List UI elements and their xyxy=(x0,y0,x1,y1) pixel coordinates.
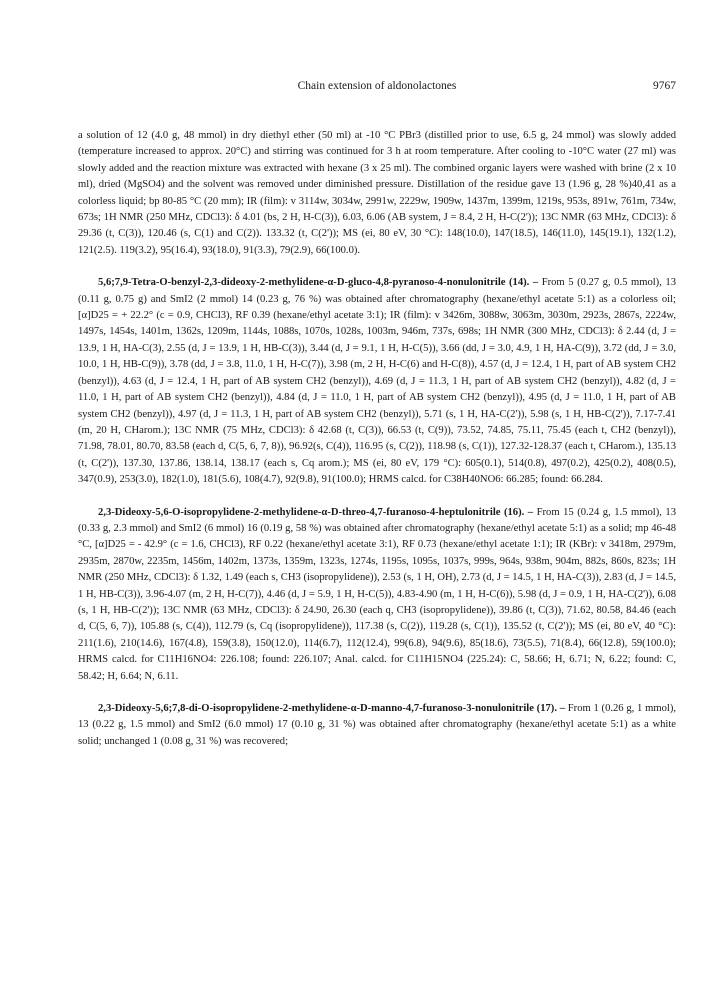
page-number: 9767 xyxy=(653,80,676,92)
compound-heading: 2,3-Dideoxy-5,6-O-isopropylidene-2-methylidene-α-D-threo-4,7-furanoso-4-heptulonitrile (16). – xyxy=(98,506,534,518)
running-title: Chain extension of aldonolactones xyxy=(297,80,457,92)
paragraph-compound-14 xyxy=(78,275,676,488)
page-body xyxy=(78,128,676,750)
paragraph-text: From 5 (0.27 g, 0.5 mmol), 13 (0.11 g, 0.75 g) and SmI2 (2 mmol) 14 (0.23 g, 76 %) was obtained after chromatography (hexane/ethyl acetate 5:1) as a colorless oil; [α]D25 = + 22.2° (c = 0.9, CHCl3), RF 0.39 (hexane/ethyl acetate 3:1); IR (film): v 3426m, 3088w, 3063m, 3030m, 2923s, 2867s, 2224w, 1497s, 1454s, 1401m, 1362s, 1209m, 1144s, 1088s, 1070s, 1028s, 1003m, 946m, 737s, 698s; 1H NMR (300 MHz, CDCl3): δ 2.44 (d, J = 13.9, 1 H, HA-C(3), 2.55 (d, J = 13.9, 1 H, HB-C(3)), 3.44 (d, J = 9.1, 1 H, H-C(5)), 3.66 (dd, J = 3.0, 4.9, 1 H, HA-C(9)), 3.72 (dd, J = 3.0, 10.0, 1 H, HB-C(9)), 3.78 (dd, J = 3.8, 11.0, 1 H, H-C(7)), 3.98 (m, 2 H, H-C(6) and H-C(8)), 4.57 (d, J = 12.4, 1 H, part of AB system CH2 (benzyl)), 4.63 (d, J = 12.4, 1 H, part of AB system CH2 (benzyl)), 4.69 (d, J = 11.3, 1 H, part of AB system CH2 (benzyl)), 4.82 (d, J = 11.0, 1 H, part of AB system CH2 (benzyl)), 4.84 (d, J = 11.0, 1 H, part of AB system CH2 (benzyl)), 4.95 (d, J = 11.0, 1 H, part of AB system CH2 (benzyl)), 4.97 (d, J = 11.3, 1 H, part of AB system CH2 (benzyl)), 5.71 (s, 1 H, HA-C(2')), 5.98 (s, 1 H, HB-C(2')), 7.17-7.41 (m, 20 H, CHarom.); 13C NMR (75 MHz, CDCl3): δ 42.68 (t, C(3)), 66.53 (t, C(9)), 73.52, 74.85, 75.11, 75.45 (each t, CH2 (benzyl)), 71.98, 78.01, 80.70, 83.58 (each d, C(5, 6, 7, 8)), 96.92(s, C(4)), 116.95 (s, C(2)), 118.98 (s, C(1)), 127.32-128.37 (each t, CHarom.), 135.13 (t, C(2')), 137.30, 137.86, 138.14, 138.17 (each s, Cq arom.); MS (ei, 80 eV, 179 °C): 605(0.1), 514(0.8), 497(0.2), 425(0.2), 408(0.5), 347(0.9), 253(3.0), 182(1.0), 181(5.6), 108(4.7), 92(9.8), 91(100.0); HRMS calcd. for C38H40NO6: 66.285; found: 66.284. xyxy=(78,277,677,486)
paragraph-text: From 1 (0.26 g, 1 mmol), 13 (0.22 g, 1.5 mmol) and SmI2 (6.0 mmol) 17 (0.10 g, 31 %) was obtained after chromatography (hexane/ethyl acetate 5:1) as a white solid; unchanged 1 (0.08 g, 31 %) was recovered; xyxy=(78,703,676,747)
paragraph-continuation xyxy=(78,128,676,259)
paragraph-text: From 15 (0.24 g, 1.5 mmol), 13 (0.33 g, 2.3 mmol) and SmI2 (6 mmol) 16 (0.19 g, 58 %) was obtained after chromatography (hexane/ethyl acetate 5:1) as a solid; mp 46-48 °C, [α]D25 = - 42.9° (c = 1.6, CHCl3), RF 0.22 (hexane/ethyl acetate 3:1), RF 0.73 (hexane/ethyl acetate 1:1); IR (KBr): v 3418m, 2979m, 2935m, 2870w, 2235m, 1456m, 1402m, 1373s, 1359m, 1323s, 1274s, 1195s, 1095s, 1037s, 999s, 964s, 938m, 904m, 882s, 860s, 823s; 1H NMR (250 MHz, CDCl3): δ 1.32, 1.49 (each s, CH3 (isopropylidene)), 2.53 (s, 1 H, OH), 2.73 (d, J = 14.5, 1 H, HA-C(3)), 2.83 (d, J = 14.5, 1 H, HB-C(3)), 3.96-4.07 (m, 2 H, H-C(7)), 4.46 (d, J = 5.9, 1 H, H-C(5)), 4.83-4.90 (m, 1 H, H-C(6)), 5.98 (d, J = 0.9, 1 H, HA-C(2')), 6.08 (s, 1 H, HB-C(2')); 13C NMR (63 MHz, CDCl3): δ 24.90, 26.30 (each q, CH3 (isopropylidene)), 39.86 (t, C(3)), 71.62, 80.58, 84.46 (each d, C(5, 6, 7)), 105.88 (s, C(4)), 112.79 (s, Cq (isopropylidene)), 117.38 (s, C(2)), 119.28 (s, C(1)), 135.52 (t, C(2')); MS (ei, 80 eV, 40 °C): 211(1.6), 210(14.6), 167(4.8), 159(3.8), 150(12.0), 114(6.7), 112(12.4), 99(6.8), 94(9.6), 85(18.6), 73(5.5), 71(8.4), 66(12.8), 59(100.0); HRMS calcd. for C11H16NO4: 226.108; found: 226.107; Anal. calcd. for C11H15NO4 (225.24): C, 58.66; H, 6.71; N, 6.22; found: C, 58.42; H, 6.64; N, 6.11. xyxy=(78,506,676,682)
paragraph-compound-16 xyxy=(78,505,676,685)
paragraph-compound-17 xyxy=(78,701,676,750)
compound-heading: 2,3-Dideoxy-5,6;7,8-di-O-isopropylidene-2-methylidene-α-D-manno-4,7-furanoso-3-nonulonitrile (17). – xyxy=(98,703,566,714)
page-header xyxy=(78,80,676,100)
compound-heading: 5,6;7,9-Tetra-O-benzyl-2,3-dideoxy-2-methylidene-α-D-gluco-4,8-pyranoso-4-nonulonitrile (14). – xyxy=(98,277,539,289)
paragraph-text: a solution of 12 (4.0 g, 48 mmol) in dry diethyl ether (50 ml) at -10 °C PBr3 (distilled prior to use, 6.5 g, 24 mmol) was slowly added (temperature increased to approx. 20°C) and stirring was continued for 3 h at room temperature. After cooling to -10°C water (27 ml) was slowly added and the reaction mixture was extracted with hexane (3 x 25 ml). The combined organic layers were washed with brine (2 x 10 ml), dried (MgSO4) and the solvent was removed under diminished pressure. Distillation of the residue gave 13 (1.96 g, 28 %)40,41 as a colorless liquid; bp 80-85 °C (20 mm); IR (film): v 3114w, 3034w, 2991w, 2229w, 1909w, 1437m, 1399m, 1219s, 953s, 891w, 761m, 734w, 673s; 1H NMR (250 MHz, CDCl3): δ 4.01 (bs, 2 H, H-C(3)), 6.03, 6.06 (AB system, J = 8.4, 2 H, H-C(2')); 13C NMR (63 MHz, CDCl3): δ 29.36 (t, C(3)), 120.46 (s, C(1) and C(2)). 133.32 (t, C(2')); MS (ei, 80 eV, 30 °C): 148(10.0), 147(18.5), 146(11.0), 145(19.1), 132(1.2), 121(2.5). 119(3.2), 95(16.4), 93(18.0), 91(3.3), 79(2.9), 66(100.0). xyxy=(78,130,676,256)
